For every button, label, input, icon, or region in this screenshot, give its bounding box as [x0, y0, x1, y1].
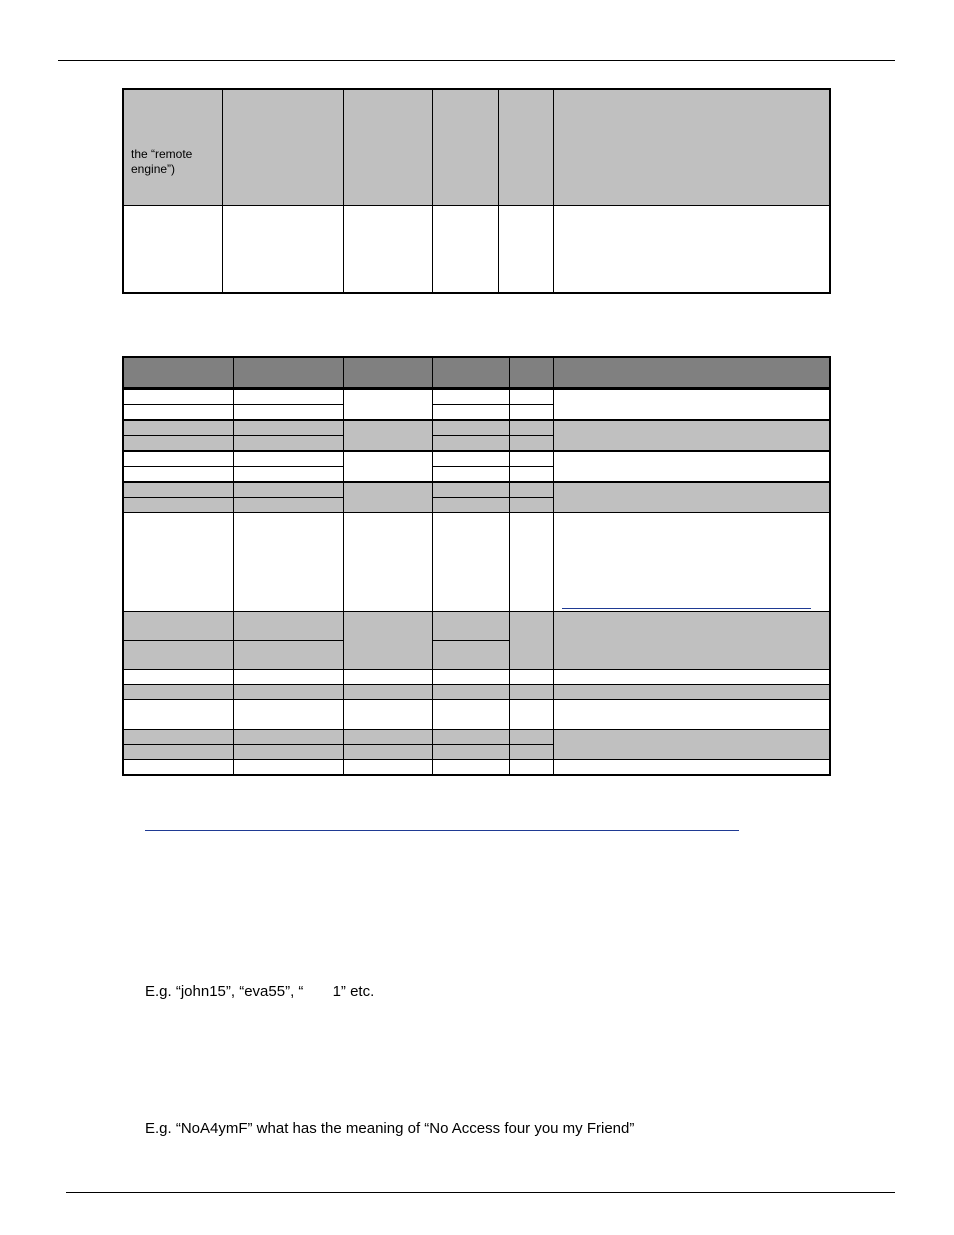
table-cell — [343, 685, 432, 700]
table-cell — [123, 730, 233, 745]
table-row — [123, 700, 830, 730]
table-cell — [233, 420, 343, 436]
table-cell — [509, 420, 553, 436]
table-cell — [498, 206, 553, 294]
table-cell — [343, 612, 432, 670]
table-header-cell — [432, 89, 498, 206]
table-cell — [123, 420, 233, 436]
table-cell — [509, 389, 553, 405]
table-cell — [343, 389, 432, 421]
table-cell — [123, 436, 233, 452]
table-cell — [123, 389, 233, 405]
table-cell — [233, 482, 343, 498]
table-cell — [343, 206, 432, 294]
table-cell — [123, 482, 233, 498]
table-cell — [509, 670, 553, 685]
table-cell — [509, 436, 553, 452]
table-cell — [509, 745, 553, 760]
header-rule — [58, 60, 895, 61]
table-cell — [343, 700, 432, 730]
table-cell — [233, 513, 343, 612]
table-cell — [233, 760, 343, 776]
table-cell — [553, 389, 830, 421]
table-row — [123, 730, 830, 745]
table-cell — [343, 760, 432, 776]
table-cell — [123, 685, 233, 700]
table-cell — [432, 389, 509, 405]
table-cell — [432, 685, 509, 700]
table-cell — [432, 405, 509, 421]
table-cell — [509, 482, 553, 498]
table-cell — [233, 612, 343, 641]
table-row — [123, 206, 830, 294]
table-cell — [432, 730, 509, 745]
table-cell — [233, 389, 343, 405]
table-cell — [123, 467, 233, 483]
table-cell — [233, 670, 343, 685]
table-cell — [432, 436, 509, 452]
table-cell — [432, 498, 509, 513]
table-link-underline — [562, 608, 812, 609]
table-cell — [553, 420, 830, 451]
table-cell — [432, 641, 509, 670]
hyperlink-underline[interactable] — [145, 830, 739, 831]
table-cell — [509, 513, 553, 612]
username-example-text: E.g. “john15”, “eva55”, “ 1” etc. — [145, 983, 375, 1000]
table-cell — [432, 745, 509, 760]
table-cell — [123, 498, 233, 513]
table-cell — [509, 498, 553, 513]
table-row — [123, 451, 830, 467]
table-cell — [343, 730, 432, 745]
table-header-row — [123, 89, 830, 206]
table-cell — [432, 482, 509, 498]
table-cell — [509, 730, 553, 745]
table-cell — [553, 670, 830, 685]
table-cell — [233, 745, 343, 760]
table-cell — [343, 482, 432, 513]
table-cell — [233, 641, 343, 670]
table-cell — [233, 730, 343, 745]
table-cell — [123, 670, 233, 685]
table-header-cell — [222, 89, 343, 206]
table-header-cell — [343, 89, 432, 206]
table-cell — [432, 513, 509, 612]
table-cell — [509, 467, 553, 483]
table-cell — [233, 451, 343, 467]
table-cell — [343, 420, 432, 451]
table-cell — [509, 760, 553, 776]
table-row — [123, 513, 830, 612]
table-cell — [553, 700, 830, 730]
table-header-cell — [553, 89, 830, 206]
table-cell — [343, 745, 432, 760]
table-cell — [343, 513, 432, 612]
table-row — [123, 389, 830, 405]
table-row — [123, 482, 830, 498]
table-cell — [123, 405, 233, 421]
table-cell — [123, 760, 233, 776]
table-cell — [123, 612, 233, 641]
settings-table — [122, 356, 831, 776]
table-cell — [432, 760, 509, 776]
table-cell — [343, 451, 432, 482]
table-cell — [222, 206, 343, 294]
table-cell — [123, 451, 233, 467]
table-cell — [432, 451, 509, 467]
remote-engine-table — [122, 88, 831, 294]
footer-rule — [66, 1192, 895, 1193]
table-cell — [343, 670, 432, 685]
password-example-text: E.g. “NoA4ymF” what has the meaning of “No Access four you my Friend” — [145, 1120, 635, 1137]
table-cell — [123, 745, 233, 760]
table-cell — [509, 612, 553, 670]
table-header-cell — [432, 357, 509, 389]
table-cell — [553, 513, 830, 612]
table-header-cell — [123, 357, 233, 389]
table-cell — [432, 420, 509, 436]
table-row — [123, 670, 830, 685]
table-cell — [553, 451, 830, 482]
table-cell — [553, 612, 830, 670]
table-cell — [233, 685, 343, 700]
table-row — [123, 685, 830, 700]
table-header-cell — [123, 89, 222, 206]
table-cell — [553, 482, 830, 513]
table-cell — [432, 700, 509, 730]
table-cell — [553, 760, 830, 776]
table-cell — [509, 451, 553, 467]
table-cell — [123, 641, 233, 670]
table-cell — [123, 700, 233, 730]
table-cell — [432, 670, 509, 685]
table-header-cell — [509, 357, 553, 389]
table-cell — [233, 498, 343, 513]
table-row — [123, 612, 830, 641]
table-cell — [123, 513, 233, 612]
table-cell — [233, 405, 343, 421]
remote-engine-label: the “remote engine”) — [131, 147, 193, 176]
table-cell — [553, 206, 830, 294]
table-cell — [123, 206, 222, 294]
table-cell — [432, 612, 509, 641]
table-cell — [509, 700, 553, 730]
table-cell — [432, 467, 509, 483]
table-header-cell — [343, 357, 432, 389]
table-cell — [432, 206, 498, 294]
table-cell — [553, 685, 830, 700]
table-header-cell — [553, 357, 830, 389]
table-cell — [233, 700, 343, 730]
table-cell — [553, 730, 830, 760]
table-header-cell — [498, 89, 553, 206]
table-header-row — [123, 357, 830, 389]
table-row — [123, 420, 830, 436]
table-header-cell — [233, 357, 343, 389]
table-cell — [509, 405, 553, 421]
table-row — [123, 760, 830, 776]
table-cell — [509, 685, 553, 700]
table-cell — [233, 436, 343, 452]
table-cell — [233, 467, 343, 483]
